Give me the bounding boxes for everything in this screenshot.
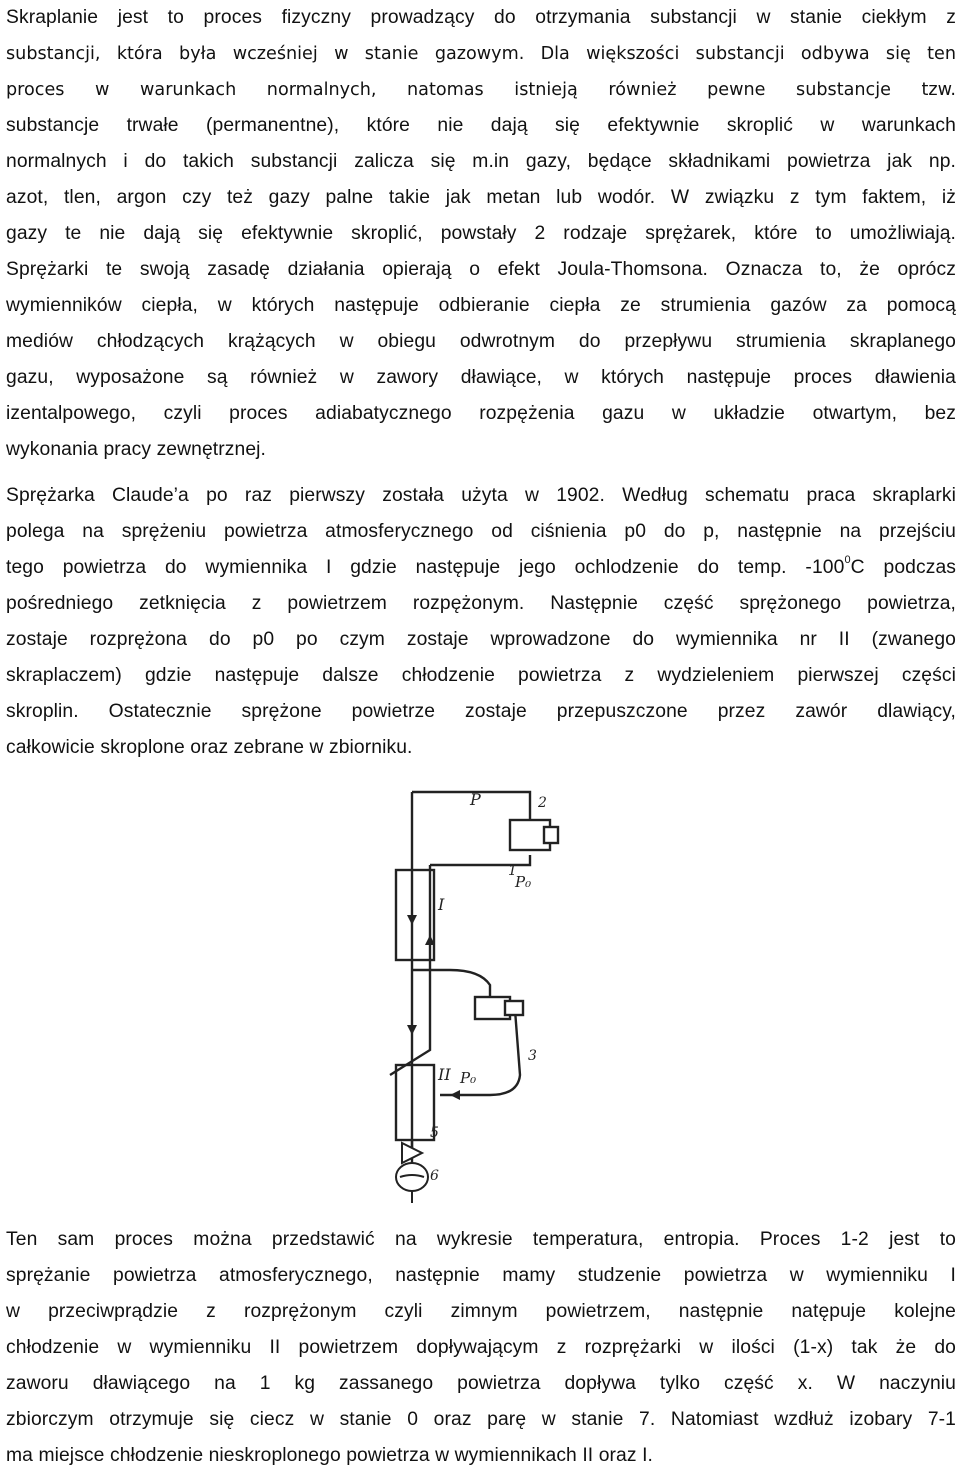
label-p: P (470, 790, 481, 809)
paragraph-line: sprężanie powietrza atmosferycznego, następnie mamy studzenie powietrza w wymienniku I (6, 1265, 956, 1286)
compressor-top-icon (510, 820, 558, 850)
label-p0-bottom: P₀ (460, 1069, 477, 1087)
label-node-6: 6 (430, 1168, 439, 1184)
claude-paragraph (6, 478, 956, 766)
paragraph-line: polega na sprężeniu powietrza atmosferycznego od ciśnienia p0 do p, następnie na przejściu (6, 521, 956, 542)
paragraph-line: Skraplanie jest to proces fizyczny prowadzący do otrzymania substancji w stanie ciekłym z (6, 7, 956, 28)
intro-paragraph (6, 0, 956, 468)
paragraph-line: Ten sam proces można przedstawić na wykresie temperatura, entropia. Proces 1-2 jest to (6, 1229, 956, 1250)
paragraph-line: wykonania pracy zewnętrznej. (6, 439, 267, 460)
paragraph-line: mediów chłodzących krążących w obiegu odwrotnym do przepływu strumienia skraplanego (6, 331, 956, 352)
paragraph-line: izentalpowego, czyli proces adiabatycznego rozpężenia gazu w układzie otwartym, bez (6, 403, 956, 424)
paragraph-line: normalnych i do takich substancji zalicza się m.in gazy, będące składnikami powietrza jak np. (6, 151, 956, 172)
expander-return-line (440, 1010, 520, 1095)
flow-arrow-icon (407, 915, 417, 925)
heat-exchanger-2 (396, 1065, 434, 1140)
label-node-3: 3 (528, 1048, 537, 1064)
expander-branch-line (412, 970, 490, 1000)
paragraph-line: proces w warunkach normalnych, natomas istnieją również pewne substancje tzw. (6, 80, 956, 100)
flow-arrow-icon (407, 1025, 417, 1035)
label-node-2: 2 (538, 795, 547, 811)
label-exchanger-1: I (438, 895, 445, 914)
paragraph-line: skroplin. Ostatecznie sprężone powietrze zostaje przepuszczone przez zawór dlawiący, (6, 701, 956, 722)
paragraph-line: gazu, wyposażone są również w zawory dławiące, w których następuje proces dławienia (6, 367, 956, 388)
paragraph-line: w przeciwprądzie z rozprężonym czyli zimnym powietrzem, następnie natępuje kolejne (6, 1301, 956, 1322)
ts-diagram-paragraph (6, 1222, 956, 1474)
claude-liquefier-schematic (330, 775, 590, 1205)
paragraph-line: zbiorczym otrzymuje się ciecz w stanie 0 oraz parę w stanie 7. Natomiast wzdłuż izobary 7-1 (6, 1409, 956, 1430)
expander-icon (475, 997, 523, 1019)
paragraph-line: zaworu dławiącego na 1 kg zassanego powietrza dopływa tylko część x. W naczyniu (6, 1373, 956, 1394)
paragraph-line: ma miejsce chłodzenie nieskroplonego powietrza w wymiennikach II oraz I. (6, 1445, 653, 1466)
paragraph-line: pośredniego zetknięcia z powietrzem rozpężonym. Następnie część sprężonego powietrza, (6, 593, 956, 614)
paragraph-line: gazy te nie dają się efektywnie skroplić, powstały 2 rodzaje sprężarek, które to umożliwiają. (6, 223, 956, 244)
paragraph-line: Sprężarki te swoją zasadę działania opierają o efekt Joula-Thomsona. Oznacza to, że oprócz (6, 259, 956, 280)
paragraph-line: substancje trwałe (permanentne), które nie dają się efektywnie skroplić w warunkach (6, 115, 956, 136)
collector-tank-icon (396, 1163, 428, 1203)
temperature-suffix: C podczas (850, 557, 956, 578)
paragraph-line: substancji, która była wcześniej w stanie gazowym. Dla większości substancji odbywa się ten (6, 44, 956, 64)
label-node-1: 1 (508, 863, 517, 879)
paragraph-line-with-temperature (6, 550, 956, 586)
paragraph-line: azot, tlen, argon czy też gazy palne takie jak metan lub wodór. W związku z tym faktem, iż (6, 187, 956, 208)
paragraph-line-text: tego powietrza do wymiennika I gdzie następuje jego ochlodzenie do temp. -100 (6, 557, 845, 578)
flow-arrow-icon (450, 1090, 460, 1100)
paragraph-line: wymienników ciepła, w których następuje odbieranie ciepła ze strumienia gazów za pomocą (6, 295, 956, 316)
temperature-superscript: 0 (844, 553, 851, 566)
paragraph-line: zostaje rozprężona do p0 po czym zostaje wprowadzone do wymiennika nr II (zwanego (6, 629, 956, 650)
label-p0-top: P₀ (515, 873, 532, 891)
paragraph-line: Sprężarka Claude’a po raz pierwszy została użyta w 1902. Według schematu praca skraplarki (6, 485, 956, 506)
paragraph-line: całkowicie skroplone oraz zebrane w zbiorniku. (6, 737, 413, 758)
paragraph-line: skraplaczem) gdzie następuje dalsze chłodzenie powietrza z wydzieleniem pierwszej części (6, 665, 956, 686)
label-exchanger-2: II (438, 1065, 451, 1084)
label-node-5: 5 (430, 1125, 439, 1141)
paragraph-line: chłodzenie w wymienniku II powietrzem dopływającym z rozprężarki w ilości (1-x) tak że do (6, 1337, 956, 1358)
